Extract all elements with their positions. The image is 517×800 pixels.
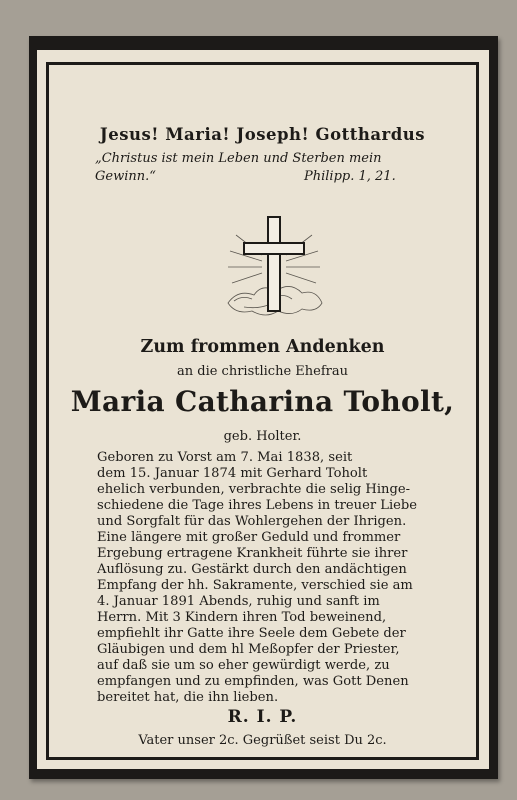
verse-line-2: Gewinn.“ — [95, 169, 156, 184]
subheading: an die christliche Ehefrau — [177, 364, 348, 379]
body-line: Herrn. Mit 3 Kindern ihren Tod beweinend, — [97, 610, 387, 625]
cross-with-rays-icon — [214, 205, 334, 325]
closing-prayer: Vater unser 2c. Gegrüßet seist Du 2c. — [138, 733, 387, 748]
body-line: auf daß sie um so eher gewürdigt werde, zu — [97, 658, 390, 673]
maiden-name: geb. Holter. — [223, 429, 302, 444]
cross-illustration — [214, 205, 334, 325]
body-line: bereitet hat, die ihn lieben. — [97, 690, 279, 705]
body-line: Geboren zu Vorst am 7. Mai 1838, seit — [97, 450, 353, 465]
body-line: empfangen und zu empfinden, was Gott Denen — [97, 674, 409, 689]
body-line: Ergebung ertragene Krankheit führte sie ihrer — [97, 546, 408, 561]
verse-line-1: „Christus ist mein Leben und Sterben mein — [95, 151, 382, 166]
body-line: ehelich verbunden, verbrachte die selig Hinge- — [97, 482, 411, 497]
card-frame — [46, 62, 479, 760]
deceased-name: Maria Catharina Toholt, — [70, 385, 455, 418]
body-line: schiedene die Tage ihres Lebens in treuer Liebe — [97, 498, 418, 513]
body-line: Gläubigen und dem hl Meßopfer der Priester, — [97, 642, 400, 657]
body-line: empfiehlt ihr Gatte ihre Seele dem Gebete der — [97, 626, 406, 641]
verse-citation: Philipp. 1, 21. — [304, 169, 396, 184]
heading: Zum frommen Andenken — [140, 337, 385, 357]
invocation: Jesus! Maria! Joseph! Gotthardus — [99, 125, 426, 144]
body-line: Auflösung zu. Gestärkt durch den andächtigen — [97, 562, 407, 577]
memorial-card — [29, 36, 498, 779]
rip-closing: R. I. P. — [227, 707, 298, 727]
body-line: dem 15. Januar 1874 mit Gerhard Toholt — [97, 466, 368, 481]
body-line: Eine längere mit großer Geduld und frommer — [97, 530, 401, 545]
body-line: Empfang der hh. Sakramente, verschied sie am — [97, 578, 413, 593]
card-content — [49, 65, 476, 757]
body-line: und Sorgfalt für das Wohlergehen der Ihrigen. — [97, 514, 407, 529]
body-line: 4. Januar 1891 Abends, ruhig und sanft im — [97, 594, 380, 609]
card-paper — [37, 50, 489, 769]
